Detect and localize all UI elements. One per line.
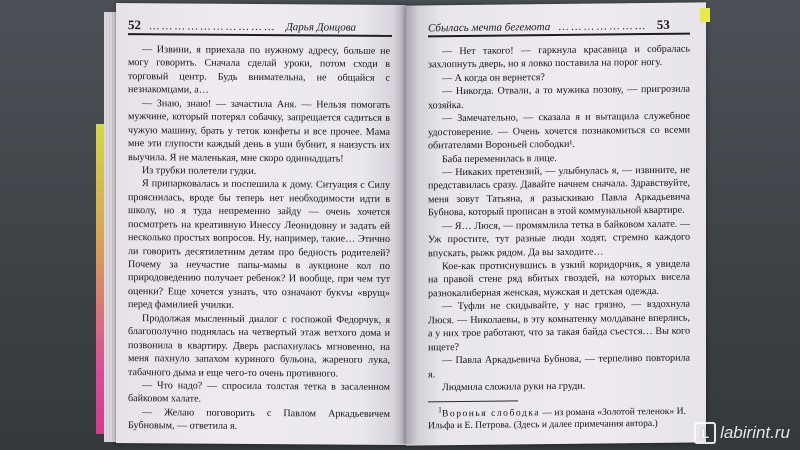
left-header-rule (128, 33, 392, 37)
paragraph: — Я… Люся, — промямлила тетка в байковом халате. — Уж простите, тут разные люди ходят, стремно каждого впускать, рыжк рядом. Да вы заходите… (428, 218, 690, 259)
paragraph: — Что надо? — спросила толстая тетка в засаленном байковом халате. (128, 380, 390, 405)
left-page-text (128, 43, 390, 435)
footnote-term: Воронья слободка (442, 407, 541, 420)
paragraph: Кое-как протиснувшись в узкий коридорчик, я увидела на правой стене ряд вбитых гвоздей, на которых висела разнокалиберная женская, мужская и детская одежда. (428, 258, 690, 300)
paragraph: — Знаю, знаю! — зачастила Аня. — Нельзя помогать мужчине, который потерял собачку, запрещается садиться в чужую машину, брать у теток конфеты и все прочее. Мама мне эти глупости каждый день в уши бубнит, я наизусть их выучила. Я не маленькая, мне скоро одиннадцать! (128, 97, 390, 165)
paragraph: Продолжая мысленный диалог с госпожой Федорчук, я благополучно поднялась на четвертый этаж ветхого дома и позвонила в квартиру. Дверь распахнулась мгновенно, на меня пахнуло запахом куриного бульона, жареного лука, табачного дыма и еще чего-то очень противного. (128, 312, 390, 380)
paragraph: Баба переменилась в лице. (442, 152, 557, 165)
left-running-head: Дарья Донцова (285, 21, 356, 34)
paragraph: — Никаких претензий, — улыбнулась я, — извините, не представилась сразу. Давайте начнем сначала. Здравствуйте, меня зовут Татьяна, я разыскиваю Павла Аркадьевича Бубнова, который прописан в этой коммунальной квартире. (428, 164, 690, 219)
labirint-logo-icon: L (694, 422, 716, 444)
paragraph: — А когда он вернется? (442, 71, 545, 85)
footnote: $^1$Воронья слободка — из романа «Золотой теленок» И. Ильфа и Е. Петрова. (Здесь и далее примечания автора.) (428, 405, 686, 432)
paragraph: — Желаю поговорить с Павлом Аркадьевичем Бубновым, — ответила я. (128, 406, 390, 433)
paragraph: — Никогда. Отвали, а то мужика позову, — пригрозила хозяйка. (428, 83, 690, 112)
paragraph: Из трубки полетели гудки. (142, 165, 257, 177)
left-page-number: 52 (128, 17, 141, 33)
footnote-rule (428, 400, 518, 402)
paragraph: — Замечательно, — сказала я и вытащила служебное удостоверение. — Очень хочется познакомиться со всеми обитателями Вороньей слободки¹. (428, 110, 690, 152)
bookmark-tab (700, 8, 710, 22)
paragraph: — Нет такого! — гаркнула красавица и собралась захлопнуть дверь, но я ловко поставила на порог ногу. (428, 43, 690, 71)
right-page (406, 2, 706, 445)
watermark-text: labirint.ru (720, 423, 790, 442)
paragraph: — Извини, я приехала по нужному адресу, больше не могу говорить. Сначала сделай уроки, потом сходи в торговый центр. Будь внимательна, не общайся с незнакомцами, а… (128, 44, 390, 96)
paragraph: — Туфли не скидывайте, у нас грязно, — вздохнула Люся. — Николаевы, в эту комнатенку молдаване вперлись, а у них трое работают, что за такая байда съестся… Вы кого ищете? (428, 298, 690, 353)
paragraph: Я припарковалась и поспешила к дому. Ситуация с Силу прояснилась, вроде бы теперь нет необходимости идти в школу, но я туда непременно зайду — очень хочется посмотреть на креативную Инессу Леонидовну и задать ей несколько простых вопросов. Ну, например, такие… Этично ли говорить десятилетним детям про бедность родителей? Почему за неучастие папы-мамы в аукционе кол по природоведению получает ребенок? И вообще, при чем тут оценки? Еще хочется узнать, что означают букvы «врущ» перед фамилией училки. (128, 178, 390, 312)
right-running-head: Сбылась мечта бегемота (428, 21, 551, 35)
left-header-dots: ………………………… (143, 20, 284, 34)
right-header-dots: ………………… (552, 19, 654, 34)
right-page-text (428, 43, 690, 395)
left-page (116, 3, 406, 445)
labirint-watermark (694, 422, 790, 444)
paragraph: — Павла Аркадьевича Бубнова, — терпеливо повторила я. (428, 352, 690, 380)
footnote-text: — из романа «Золотой теленок» И. Ильфа и Е. Петрова. (Здесь и далее примечания автора.) (428, 405, 686, 432)
open-book (88, 4, 710, 444)
left-page-header (128, 17, 356, 35)
right-page-number: 53 (656, 16, 670, 32)
paragraph: Людмила сложила руки на груди. (442, 380, 586, 394)
